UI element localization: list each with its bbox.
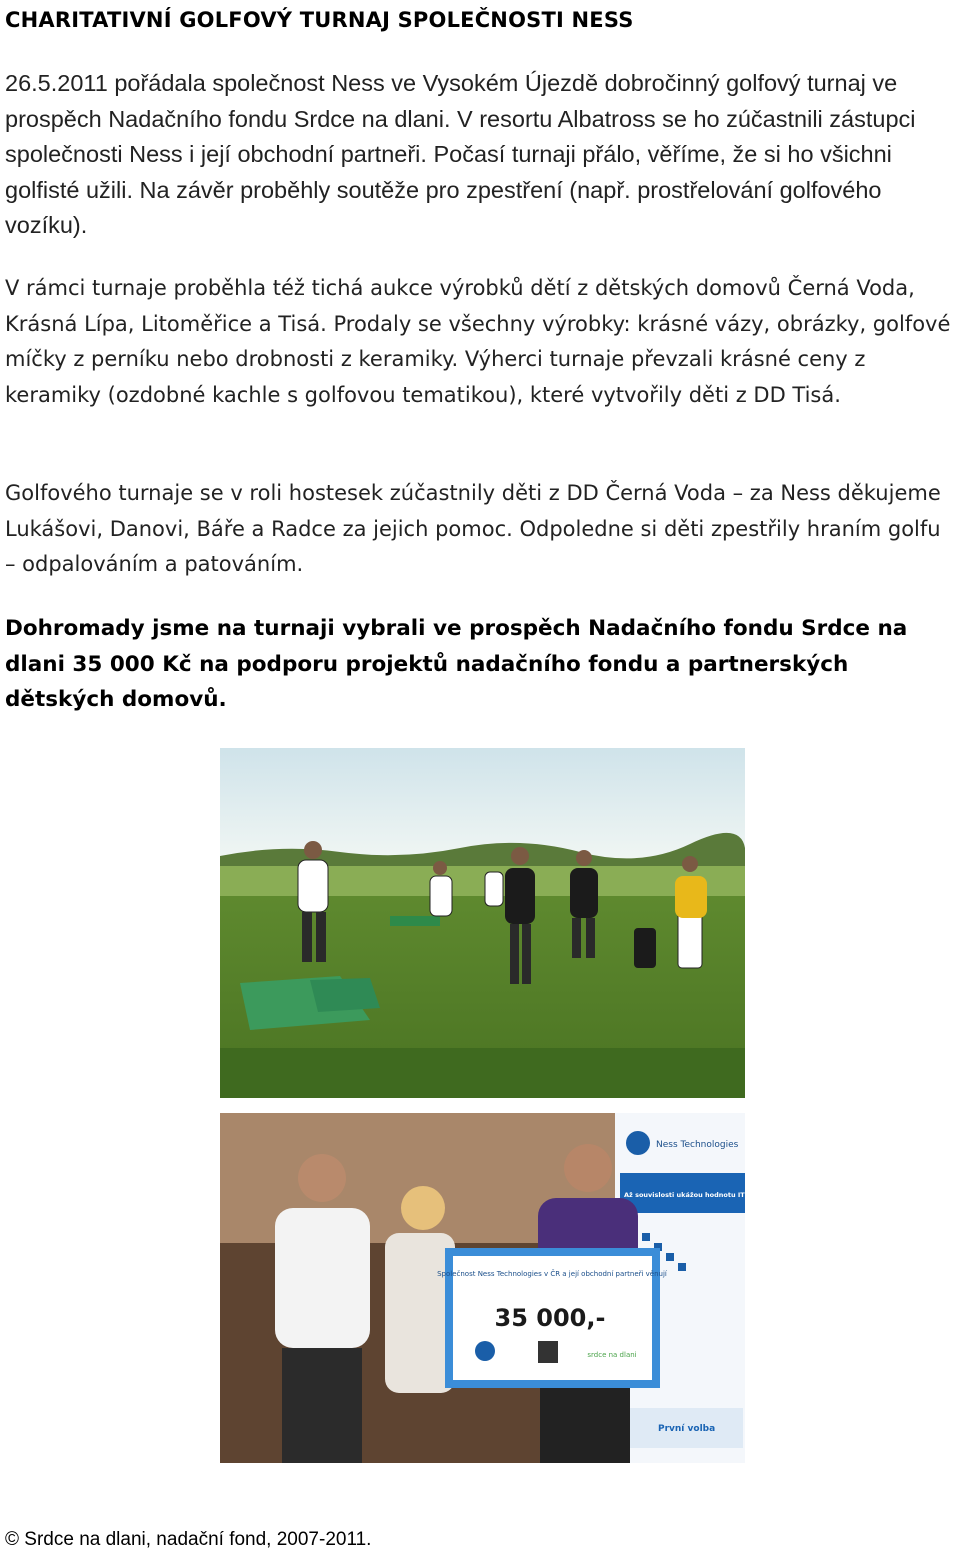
check-amount: 35 000,- — [494, 1304, 606, 1332]
charity-check — [437, 1248, 668, 1388]
paragraph-total: Dohromady jsme na turnaji vybrali ve prospěch Nadačního fondu Srdce na dlani 35 000 Kč na podporu projektů nadačního fondu a partnerských dětských domovů. — [5, 616, 908, 712]
paragraph-auction: V rámci turnaje proběhla též tichá aukce výrobků dětí z dětských domovů Černá Voda, Krásná Lípa, Litoměřice a Tisá. Prodaly se všechny výrobky: krásné vázy, obrázky, golfové míčky z perníku nebo drobnosti z keramiky. Výherci turnaje převzali krásné ceny z keramiky (ozdobné kachle s golfovou tematikou), které vytvořily děti z DD Tisá. — [5, 276, 951, 407]
check-header: Společnost Ness Technologies v ČR a její obchodní partneři věnují — [437, 1270, 667, 1278]
banner-slogan: Až souvislosti ukážou hodnotu IT — [624, 1191, 745, 1199]
article-title: CHARITATIVNÍ GOLFOVÝ TURNAJ SPOLEČNOSTI NESS — [5, 8, 634, 32]
banner-tagline: První volba — [658, 1424, 716, 1434]
banner-brand: Ness Technologies — [656, 1140, 739, 1150]
footer-copyright: © Srdce na dlani, nadační fond, 2007-2011. — [5, 1529, 372, 1550]
check-ceremony-photo — [220, 1113, 745, 1463]
paragraph-intro: 26.5.2011 pořádala společnost Ness ve Vysokém Újezdě dobročinný golfový turnaj ve prospěch Nadačního fondu Srdce na dlani. V resortu Albatross se ho zúčastnili zástupci společnosti Ness i její obchodní partneři. Počasí turnaji přálo, věříme, že si ho všichni golfisté užili. Na závěr proběhly soutěže pro zpestření (např. prostřelování golfového vozíku). — [5, 70, 916, 238]
golf-course-photo — [220, 748, 745, 1098]
paragraph-hostesses: Golfového turnaje se v roli hostesek zúčastnily děti z DD Černá Voda – za Ness děkujeme Lukášovi, Danovi, Báře a Radce za jejich pomoc. Odpoledne si děti zpestřily hraním golfu – odpalováním a patováním. — [5, 481, 941, 576]
check-logo-text: srdce na dlani — [587, 1351, 637, 1359]
